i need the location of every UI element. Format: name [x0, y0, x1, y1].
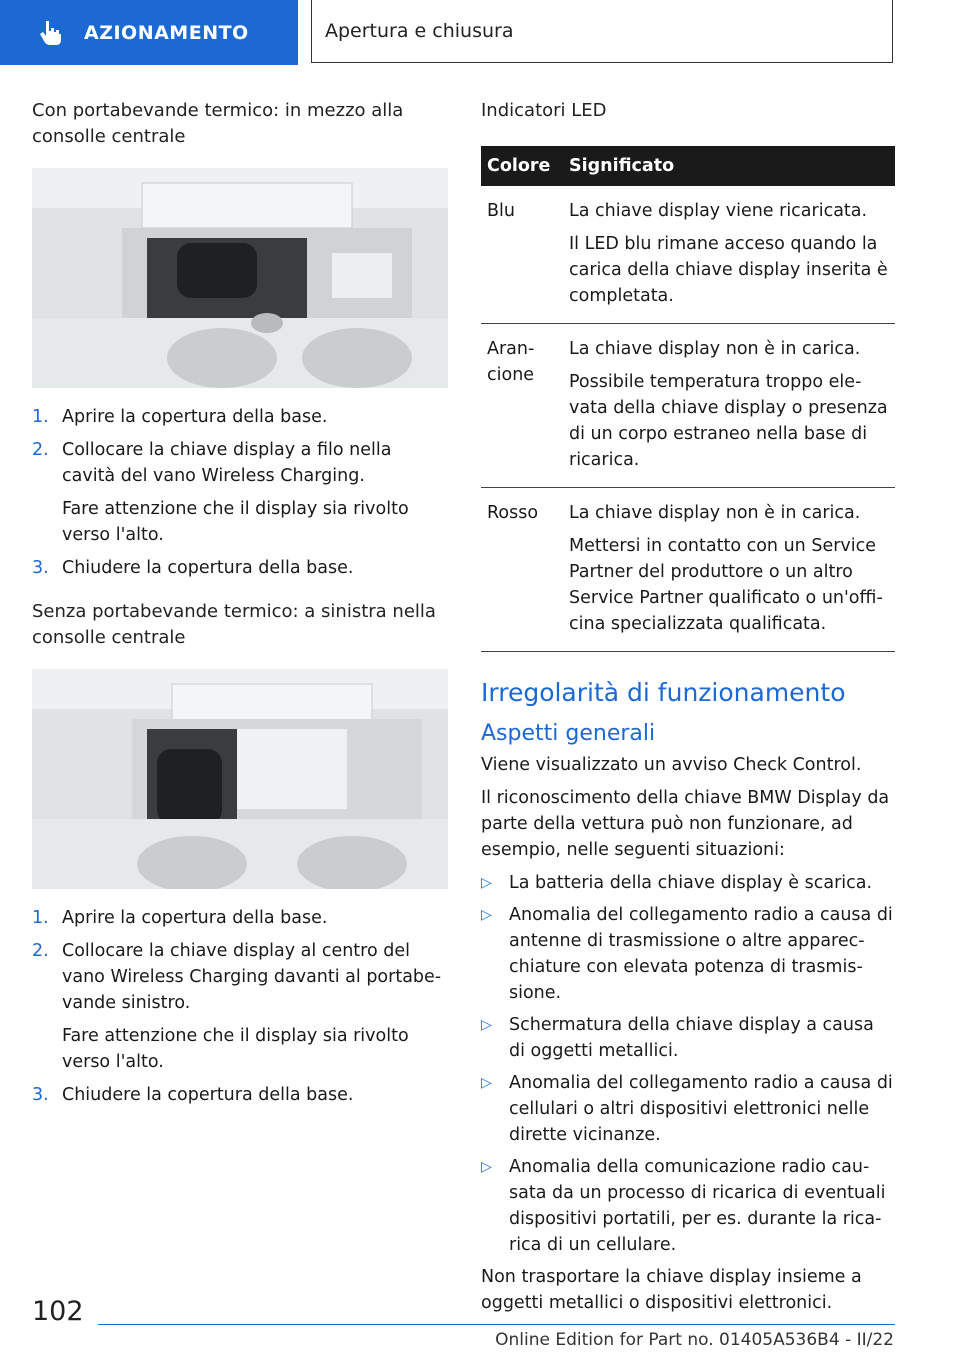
steps-without-cupholder	[32, 905, 450, 1108]
led-meaning-cell: La chiave display non è in carica. Mettersi in contatto con un Service Partner del produttore o un altro Service Partner qualificato o un'officina specializzata qualificata.	[563, 488, 895, 652]
footer-edition: Online Edition for Part no. 01405A536B4 - II/22	[495, 1330, 894, 1350]
led-color-cell: Rosso	[481, 488, 563, 652]
step-note: Fare attenzione che il display sia rivolto verso l'alto.	[62, 499, 409, 545]
table-row	[481, 324, 895, 488]
hand-pointer-icon	[36, 16, 70, 50]
list-item: 2. Collocare la chiave display a filo nella cavità del vano Wireless Charging. Fare attenzione che il display sia rivolto verso l'alto.	[32, 437, 450, 548]
triangle-right-icon: ▷	[481, 1017, 492, 1033]
list-item: 1. Aprire la copertura della base.	[32, 908, 328, 928]
triangle-right-icon: ▷	[481, 1075, 492, 1091]
footer-divider	[98, 1324, 895, 1325]
list-item: ▷ Anomalia della comunicazione radio causata da un processo di ricarica di eventuali dispositivi portatili, per es. durante la ricarica di un cellulare.	[481, 1154, 895, 1258]
step-note: Fare attenzione che il display sia rivolto verso l'alto.	[62, 1026, 409, 1072]
subtitle-without-cupholder: Senza portabevande termico: a sinistra nella consolle centrale	[32, 601, 436, 648]
page-number: 102	[32, 1296, 84, 1327]
steps-with-cupholder	[32, 404, 450, 581]
list-item: ▷ Anomalia del collegamento radio a causa di antenne di trasmissione o altre apparecchiature con elevata potenza di trasmissione.	[481, 902, 895, 1006]
right-column	[481, 98, 895, 1323]
column-header-meaning: Significato	[563, 146, 895, 186]
triangle-right-icon: ▷	[481, 907, 492, 923]
led-table	[481, 146, 895, 652]
list-item: ▷ Anomalia del collegamento radio a causa di cellulari o altri dispositivi elettronici nelle dirette vicinanze.	[481, 1070, 895, 1148]
table-row	[481, 186, 895, 324]
table-header-row	[481, 146, 895, 186]
triangle-right-icon: ▷	[481, 875, 492, 891]
section-heading: Irregolarità di funzionamento	[481, 678, 846, 707]
closing-paragraph: Non trasportare la chiave display insieme a oggetti metallici o dispositivi elettronici.	[481, 1267, 862, 1313]
table-row	[481, 488, 895, 652]
list-item: ▷ Schermatura della chiave display a causa di oggetti metallici.	[481, 1012, 895, 1064]
column-header-color: Colore	[481, 146, 563, 186]
chapter-title: Apertura e chiusura	[311, 0, 893, 63]
photo-charging-tray-left	[32, 669, 448, 889]
led-color-cell: Arancione	[481, 324, 563, 488]
list-item: 1. Aprire la copertura della base.	[32, 407, 328, 427]
list-item: ▷ La batteria della chiave display è scarica.	[481, 870, 895, 896]
subsection-heading: Aspetti generali	[481, 721, 656, 746]
list-item: 3. Chiudere la copertura della base.	[32, 1085, 354, 1105]
led-color-cell: Blu	[481, 186, 563, 324]
list-item: 3. Chiudere la copertura della base.	[32, 558, 354, 578]
intro-paragraph: Il riconoscimento della chiave BMW Display da parte della vettura può non funzionare, ad esempio, nelle seguenti situazioni:	[481, 788, 890, 860]
section-label: AZIONAMENTO	[84, 21, 249, 44]
led-meaning-cell: La chiave display non è in carica. Possibile temperatura troppo elevata della chiave display o presenza di un corpo estraneo nella base di ricarica.	[563, 324, 895, 488]
list-item: 2. Collocare la chiave display al centro del vano Wireless Charging davanti al portabevande sinistro. Fare attenzione che il display sia rivolto verso l'alto.	[32, 938, 450, 1075]
subtitle-with-cupholder: Con portabevande termico: in mezzo alla consolle centrale	[32, 100, 404, 147]
triangle-right-icon: ▷	[481, 1159, 492, 1175]
photo-charging-tray-center	[32, 168, 448, 388]
intro-paragraph: Viene visualizzato un avviso Check Control.	[481, 755, 862, 775]
led-meaning-cell: La chiave display viene ricaricata. Il LED blu rimane acceso quando la carica della chiave display inserita è completata.	[563, 186, 895, 324]
led-title: Indicatori LED	[481, 100, 607, 121]
left-column	[32, 98, 450, 1115]
malfunction-list	[481, 870, 895, 1258]
section-tab	[0, 0, 298, 65]
